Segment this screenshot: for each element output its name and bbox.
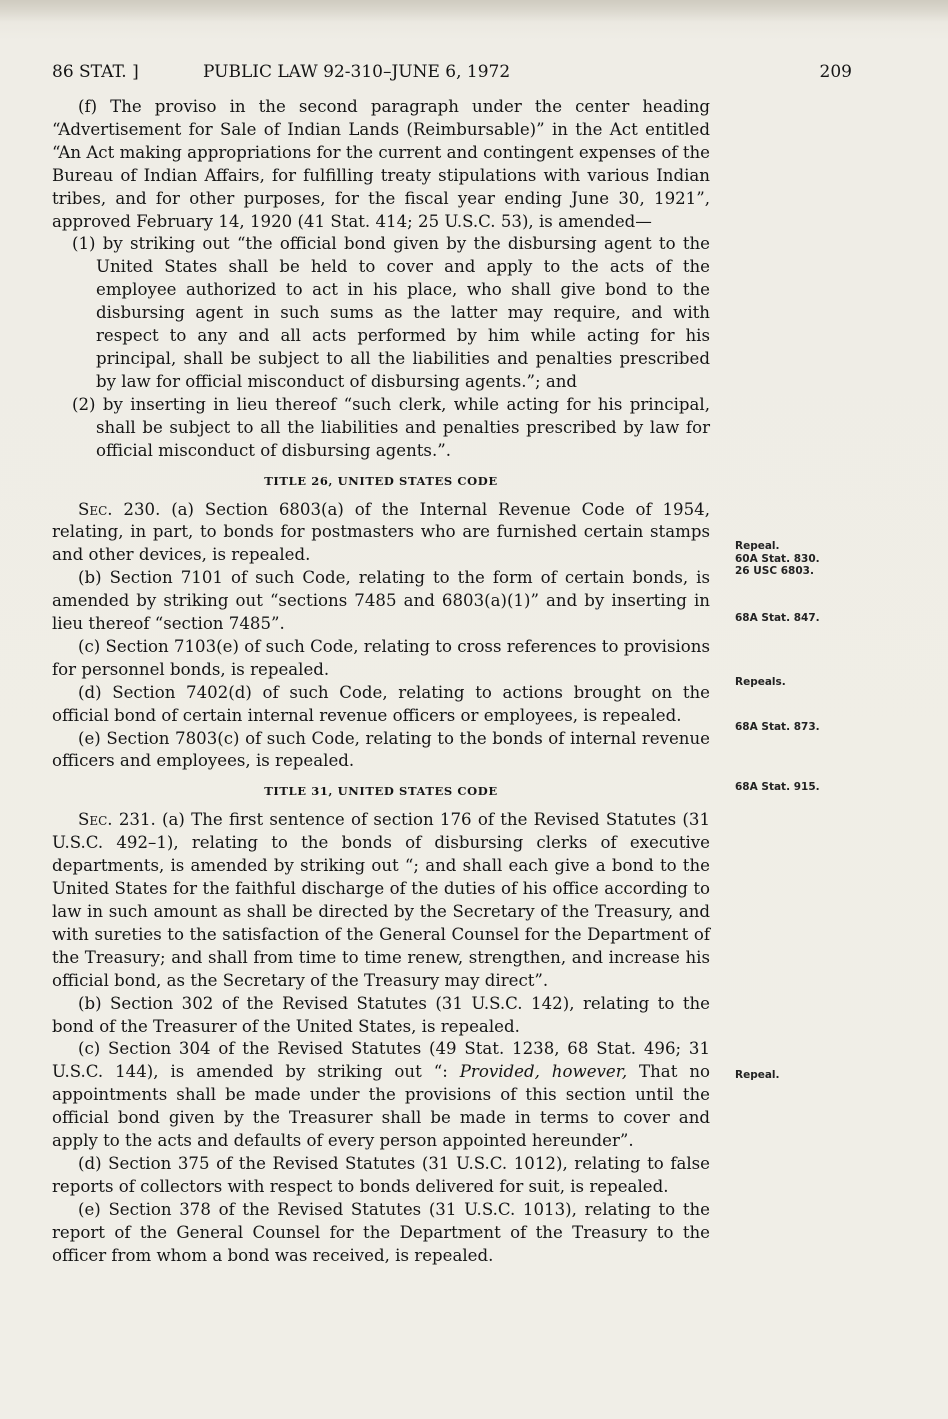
section-label: Sec. <box>78 499 113 519</box>
sec-230-a-text: 230. (a) Section 6803(a) of the Internal Revenue Code of 1954, relating, in part, to bonds for postmasters who are furnished certain stamps and other devices, is repealed. <box>52 499 710 565</box>
section-label: Sec. <box>78 810 113 830</box>
paragraph-f: (f) The proviso in the second paragraph under the center heading “Advertisement for Sale of Indian Lands (Reimbursable)” in the Act entitled “An Act making appropriations for the current and contingent expenses of the Bureau of Indian Affairs, for fulfilling treaty stipulations with various Indian tribes, and for other purposes, for the fiscal year ending June 30, 1921”, approved February 14, 1920 (41 Stat. 414; 25 U.S.C. 53), is amended— <box>52 97 710 231</box>
margin-note-repeals: Repeals. <box>735 676 786 688</box>
margin-note-repeal-6803 <box>735 540 875 578</box>
sec-231-d: (d) Section 375 of the Revised Statutes (31 U.S.C. 1012), relating to false reports of collectors with respect to bonds delivered for suit, is repealed. <box>52 1153 710 1196</box>
sec-231-a <box>52 809 710 992</box>
margin-note-line: 60A Stat. 830. <box>735 552 820 565</box>
scan-edge <box>0 0 948 22</box>
page-body <box>52 96 710 1268</box>
sec-230-d: (d) Section 7402(d) of such Code, relating to actions brought on the official bond of certain internal revenue officers or employees, is repealed. <box>52 682 710 725</box>
margin-note-68a-847: 68A Stat. 847. <box>735 612 820 624</box>
margin-note-line: Repeal. <box>735 540 780 552</box>
sec-231-e: (e) Section 378 of the Revised Statutes (31 U.S.C. 1013), relating to the report of the General Counsel for the Department of the Treasury to the officer from whom a bond was received, is repealed. <box>52 1199 710 1265</box>
margin-note-repeal-302: Repeal. <box>735 1069 780 1081</box>
paragraph-f1: (1) by striking out “the official bond given by the disbursing agent to the United States shall be held to cover and apply to the acts of the employee authorized to act in his place, who shall give bond to the disbursing agent in such sums as the latter may require, and with respect to any and all acts performed by him while acting for his principal, shall be subject to all the liabilities and penalties prescribed by law for official misconduct of disbursing agents.”; and <box>72 234 710 391</box>
title-31-heading: TITLE 31, UNITED STATES CODE <box>264 784 498 799</box>
margin-note-line: 26 USC 6803. <box>735 565 814 577</box>
sec-230-b: (b) Section 7101 of such Code, relating to the form of certain bonds, is amended by striking out “sections 7485 and 6803(a)(1)” and by inserting in lieu thereof “section 7485”. <box>52 568 710 634</box>
sec-231-c-italic: Provided, however, <box>459 1062 628 1082</box>
sec-230-a <box>52 499 710 568</box>
running-header <box>52 62 852 86</box>
margin-note-68a-915: 68A Stat. 915. <box>735 781 820 793</box>
page-number: 209 <box>819 62 852 82</box>
sec-231-c <box>52 1038 710 1153</box>
sec-230-e: (e) Section 7803(c) of such Code, relating to the bonds of internal revenue officers and employees, is repealed. <box>52 728 710 771</box>
sec-231-a-text: 231. (a) The first sentence of section 176 of the Revised Statutes (31 U.S.C. 492–1), relating to the bonds of disbursing clerks of executive departments, is amended by striking out “; and shall each give a bond to the United States for the faithful discharge of the duties of his office according to law in such amount as shall be directed by the Secretary of the Treasury, and with sureties to the satisfaction of the General Counsel for the Department of the Treasury; and shall from time to time renew, strengthen, and increase his official bond, as the Secretary of the Treasury may direct”. <box>52 810 710 990</box>
sec-231-c-post: That no appointments shall be made under the provisions of this section until the official bond given by the Treasurer shall be made in terms to cover and apply to the acts and defaults of every person appointed hereunder”. <box>52 1062 710 1151</box>
title-26-heading: TITLE 26, UNITED STATES CODE <box>264 473 498 488</box>
margin-note-68a-873: 68A Stat. 873. <box>735 721 820 733</box>
sec-230-c: (c) Section 7103(e) of such Code, relating to cross references to provisions for personnel bonds, is repealed. <box>52 636 710 679</box>
law-title: PUBLIC LAW 92-310–JUNE 6, 1972 <box>203 62 511 82</box>
paragraph-f2: (2) by inserting in lieu thereof “such clerk, while acting for his principal, shall be subject to all the liabilities and penalties prescribed by law for official misconduct of disbursing agents.”. <box>72 394 710 460</box>
sec-231-b: (b) Section 302 of the Revised Statutes (31 U.S.C. 142), relating to the bond of the Treasurer of the United States, is repealed. <box>52 993 710 1036</box>
sec-231-c-pre: (c) Section 304 of the Revised Statutes (49 Stat. 1238, 68 Stat. 496; 31 U.S.C. 144), is amended by striking out “: <box>52 1039 710 1082</box>
stat-reference: 86 STAT. ] <box>52 62 139 82</box>
